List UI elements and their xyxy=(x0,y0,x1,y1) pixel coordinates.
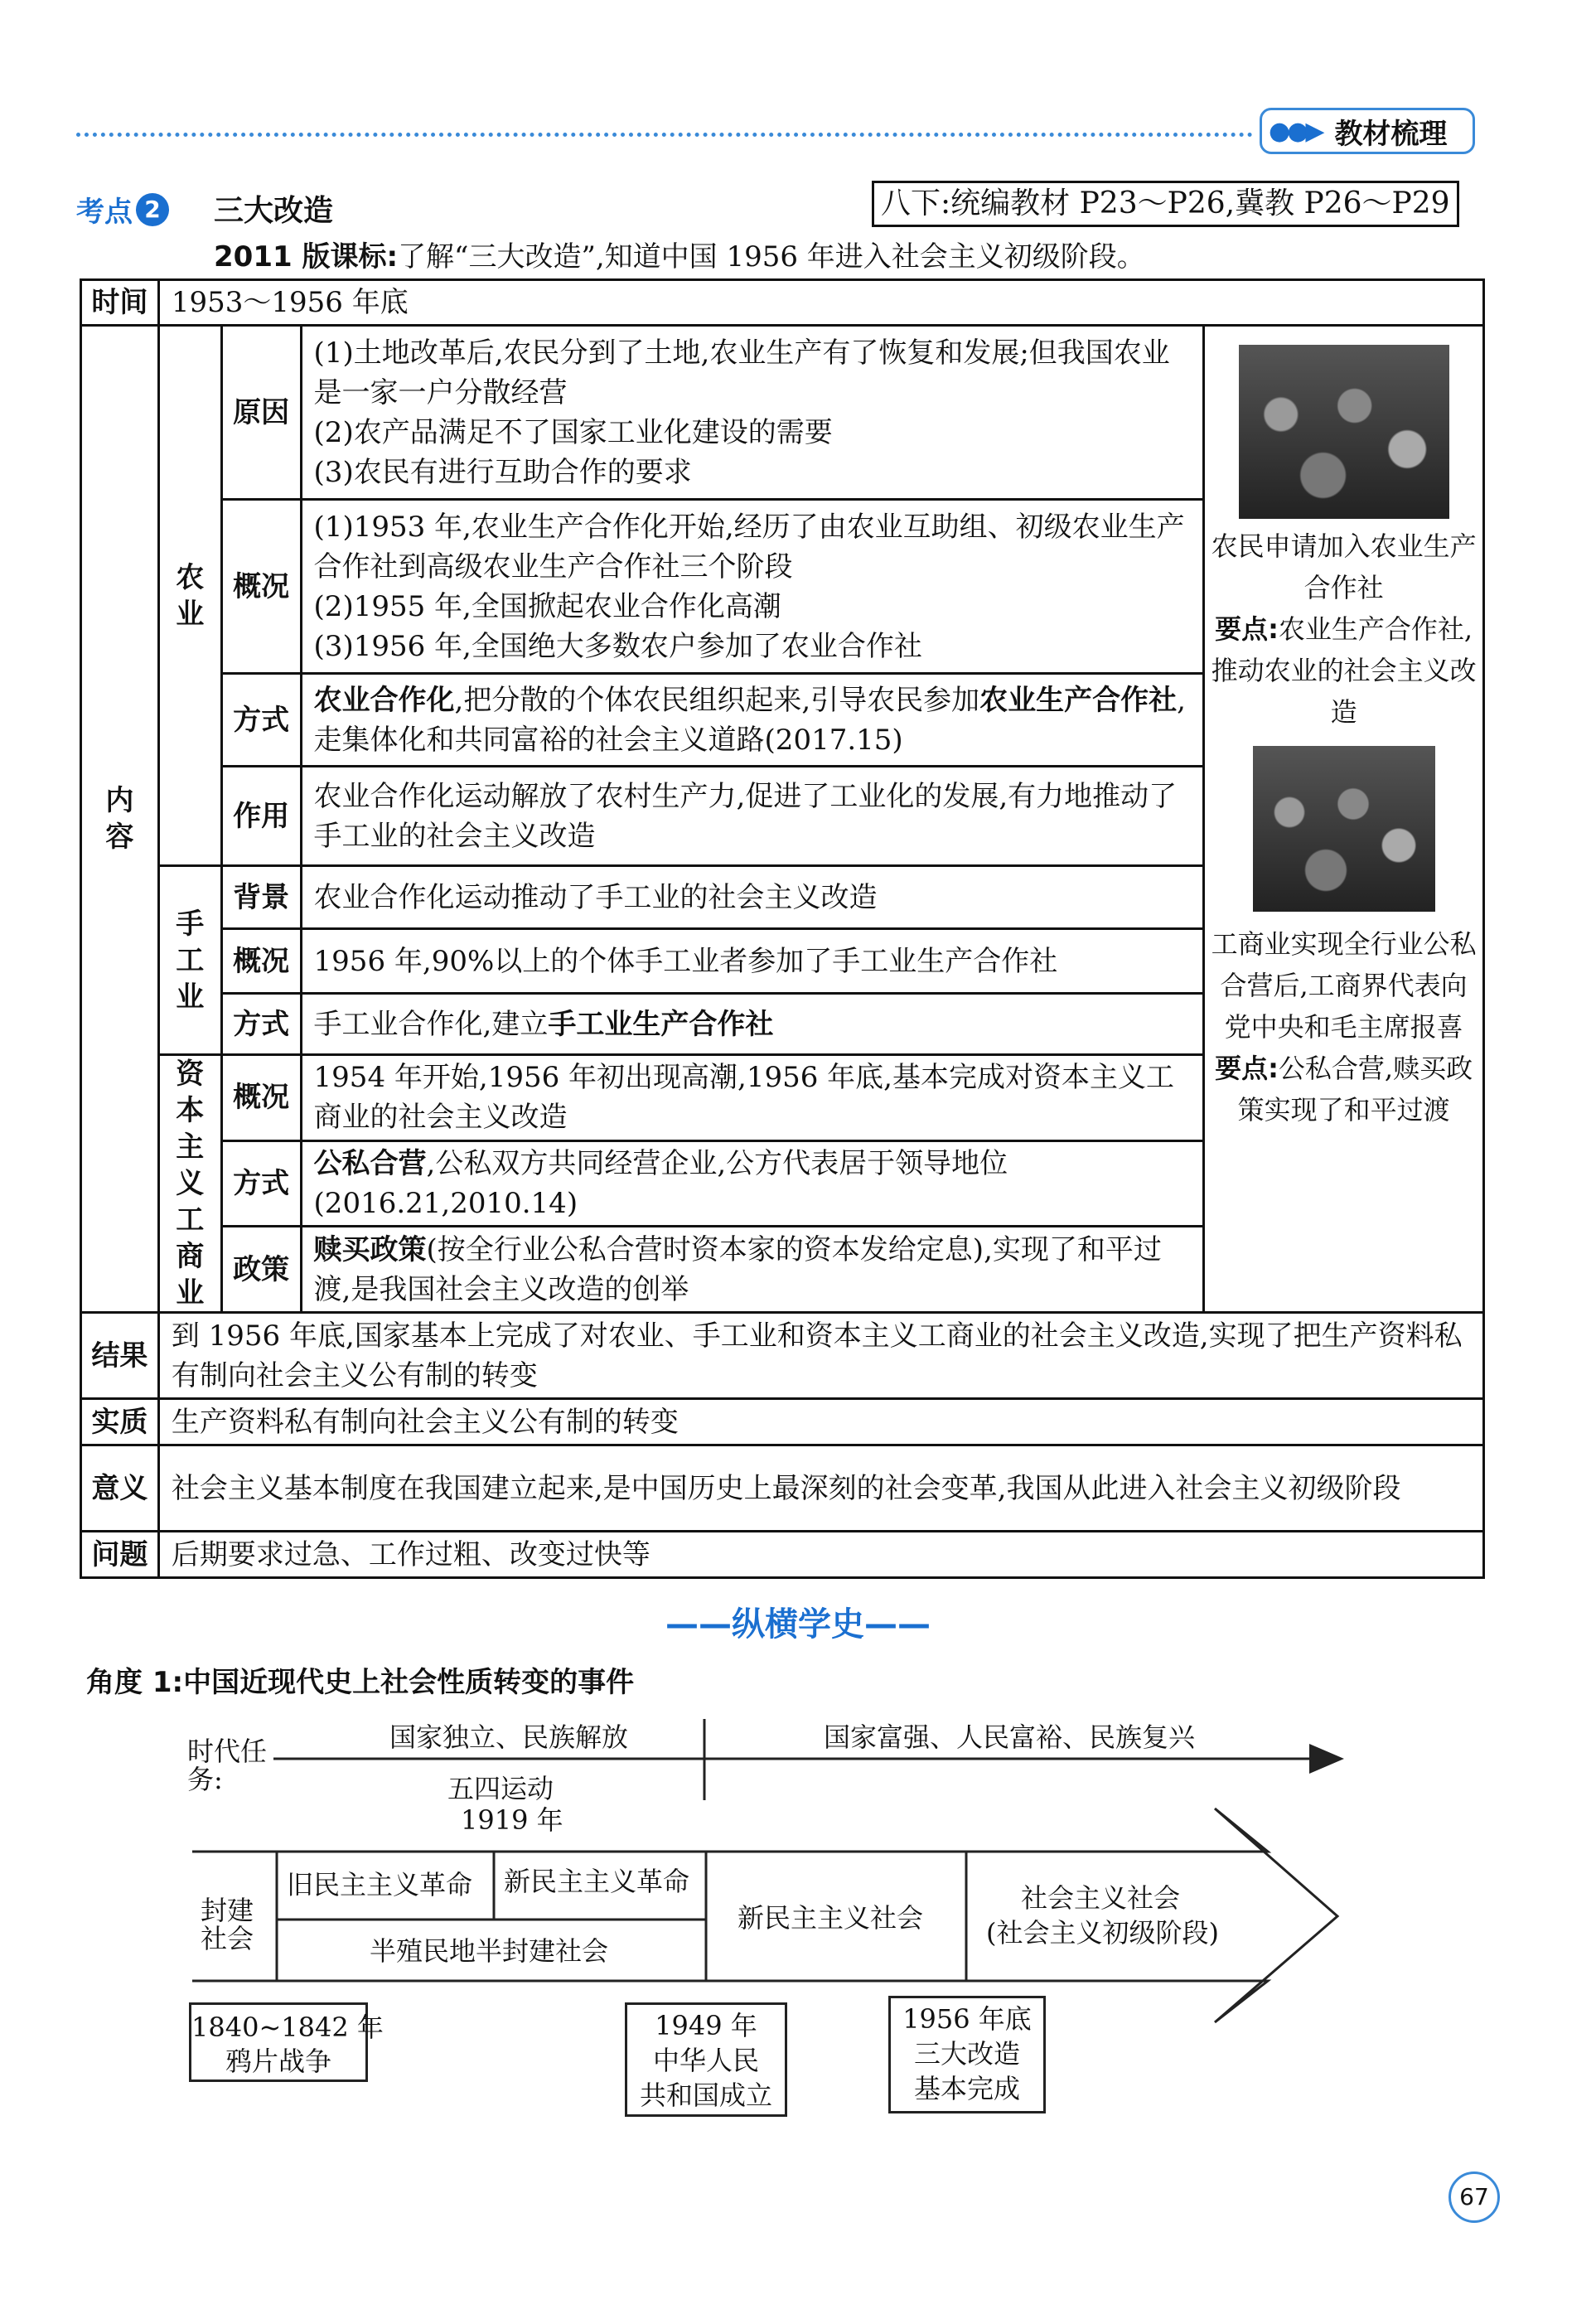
agri-overview-label: 概况 xyxy=(221,500,301,674)
section-heading-zongheng: ——纵横学史—— xyxy=(665,1605,931,1644)
cap-overview-label: 概况 xyxy=(221,1055,301,1141)
photo2-caption: 工商业实现全行业公私合营后,工商界代表向党中央和毛主席报喜 xyxy=(1211,928,1477,1043)
agri-overview-text: (1)1953 年,农业生产合作化开始,经历了由农业互助组、初级农业生产合作社到高级农业生产合作社三个阶段 (2)1955 年,全国掀起农业合作化高潮 (3)1956 年,全国绝大多数农户参加了农业合作社 xyxy=(301,500,1204,674)
time-value: 1953～1956 年底 xyxy=(158,280,1483,326)
capitalist-label: 资 本 主 义 工 商 业 xyxy=(158,1055,221,1313)
photo1-key-point: 要点:农业生产合作社,推动农业的社会主义改造 xyxy=(1211,613,1477,728)
socialist-primary-stage: (社会主义初级阶段) xyxy=(986,1917,1219,1949)
handicraft-label: 手 工 业 xyxy=(158,866,221,1055)
feudal-society-label: 封建社会 xyxy=(200,1895,254,1954)
cap-policy-text: 赎买政策(按全行业公私合营时资本家的资本发给定息),实现了和平过渡,是我国社会主义改造的创举 xyxy=(301,1227,1204,1313)
cap-policy-label: 政策 xyxy=(221,1227,301,1313)
hand-background-text: 农业合作化运动推动了手工业的社会主义改造 xyxy=(301,866,1204,929)
section-tag-label: 教材梳理 xyxy=(1334,117,1448,151)
problem-text: 后期要求过急、工作过粗、改变过快等 xyxy=(158,1532,1483,1578)
cap-method-text: 公私合营,公私双方共同经营企业,公方代表居于领导地位(2016.21,2010.14) xyxy=(301,1140,1204,1227)
content-label: 内 容 xyxy=(81,326,159,1313)
era-task-prosperity: 国家富强、人民富裕、民族复兴 xyxy=(824,1721,1196,1753)
agri-effect-text: 农业合作化运动解放了农村生产力,促进了工业化的发展,有力地推动了手工业的社会主义改造 xyxy=(301,767,1204,866)
problem-label: 问题 xyxy=(81,1532,159,1578)
era-task-independence: 国家独立、民族解放 xyxy=(389,1721,629,1753)
kaodian-label: 考点 xyxy=(76,196,133,229)
significance-text: 社会主义基本制度在我国建立起来,是中国历史上最深刻的社会变革,我国从此进入社会主义初级阶段 xyxy=(158,1445,1483,1532)
angle-title: 角度 1:中国近现代史上社会性质转变的事件 xyxy=(86,1666,635,1699)
arrow-dots-icon: ●●▶ xyxy=(1269,116,1322,146)
hand-method-label: 方式 xyxy=(221,994,301,1055)
agri-reason-text: (1)土地改革后,农民分到了土地,农业生产有了恢复和发展;但我国农业是一家一户分散经营 (2)农产品满足不了国家工业化建设的需要 (3)农民有进行互助合作的要求 xyxy=(301,326,1204,500)
may-fourth-event: 五四运动 xyxy=(447,1773,554,1804)
event-box-three-reforms: 1956 年底 三大改造 基本完成 xyxy=(888,1996,1046,2113)
result-label: 结果 xyxy=(81,1313,159,1399)
agriculture-label: 农 业 xyxy=(158,326,221,866)
cap-overview-text: 1954 年开始,1956 年初出现高潮,1956 年底,基本完成对资本主义工商业的社会主义改造 xyxy=(301,1055,1204,1141)
significance-label: 意义 xyxy=(81,1445,159,1532)
kaodian-number: 2 xyxy=(136,193,169,226)
new-democratic-revolution: 新民主主义革命 xyxy=(504,1866,690,1897)
standard-text: 了解“三大改造”,知道中国 1956 年进入社会主义初级阶段。 xyxy=(398,240,1145,274)
event-box-opium-war: 1840~1842 年 鸦片战争 xyxy=(189,2002,368,2082)
textbook-reference: 八下:统编教材 P23～P26,冀教 P26～P29 xyxy=(872,181,1459,227)
result-text: 到 1956 年底,国家基本上完成了对农业、手工业和资本主义工商业的社会主义改造,实现了把生产资料私有制向社会主义公有制的转变 xyxy=(158,1313,1483,1399)
topic-title: 三大改造 xyxy=(214,194,334,228)
essence-label: 实质 xyxy=(81,1399,159,1445)
event-box-prc-founded: 1949 年 中华人民 共和国成立 xyxy=(625,2002,787,2117)
cap-method-label: 方式 xyxy=(221,1140,301,1227)
hand-background-label: 背景 xyxy=(221,866,301,929)
agri-effect-label: 作用 xyxy=(221,767,301,866)
semi-colonial-society: 半殖民地半封建社会 xyxy=(370,1935,609,1967)
agri-method-text: 农业合作化,把分散的个体农民组织起来,引导农民参加农业生产合作社,走集体化和共同富裕的社会主义道路(2017.15) xyxy=(301,674,1204,767)
page-number: 67 xyxy=(1448,2171,1500,2223)
hand-method-text: 手工业合作化,建立手工业生产合作社 xyxy=(301,994,1204,1055)
era-task-label: 时代任务: xyxy=(187,1736,268,1795)
hand-overview-text: 1956 年,90%以上的个体手工业者参加了手工业生产合作社 xyxy=(301,929,1204,994)
new-democratic-society: 新民主主义社会 xyxy=(738,1902,924,1934)
essence-text: 生产资料私有制向社会主义公有制的转变 xyxy=(158,1399,1483,1445)
time-label: 时间 xyxy=(81,280,159,326)
agri-reason-label: 原因 xyxy=(221,326,301,500)
socialist-society: 社会主义社会 xyxy=(1021,1882,1181,1914)
hand-overview-label: 概况 xyxy=(221,929,301,994)
agri-method-label: 方式 xyxy=(221,674,301,767)
photo1-caption: 农民申请加入农业生产合作社 xyxy=(1211,530,1477,603)
old-democratic-revolution: 旧民主主义革命 xyxy=(287,1869,473,1900)
photo2-key-point: 要点:公私合营,赎买政策实现了和平过渡 xyxy=(1215,1053,1473,1126)
may-fourth-year: 1919 年 xyxy=(461,1804,563,1836)
standard-label: 2011 版课标: xyxy=(214,240,399,274)
